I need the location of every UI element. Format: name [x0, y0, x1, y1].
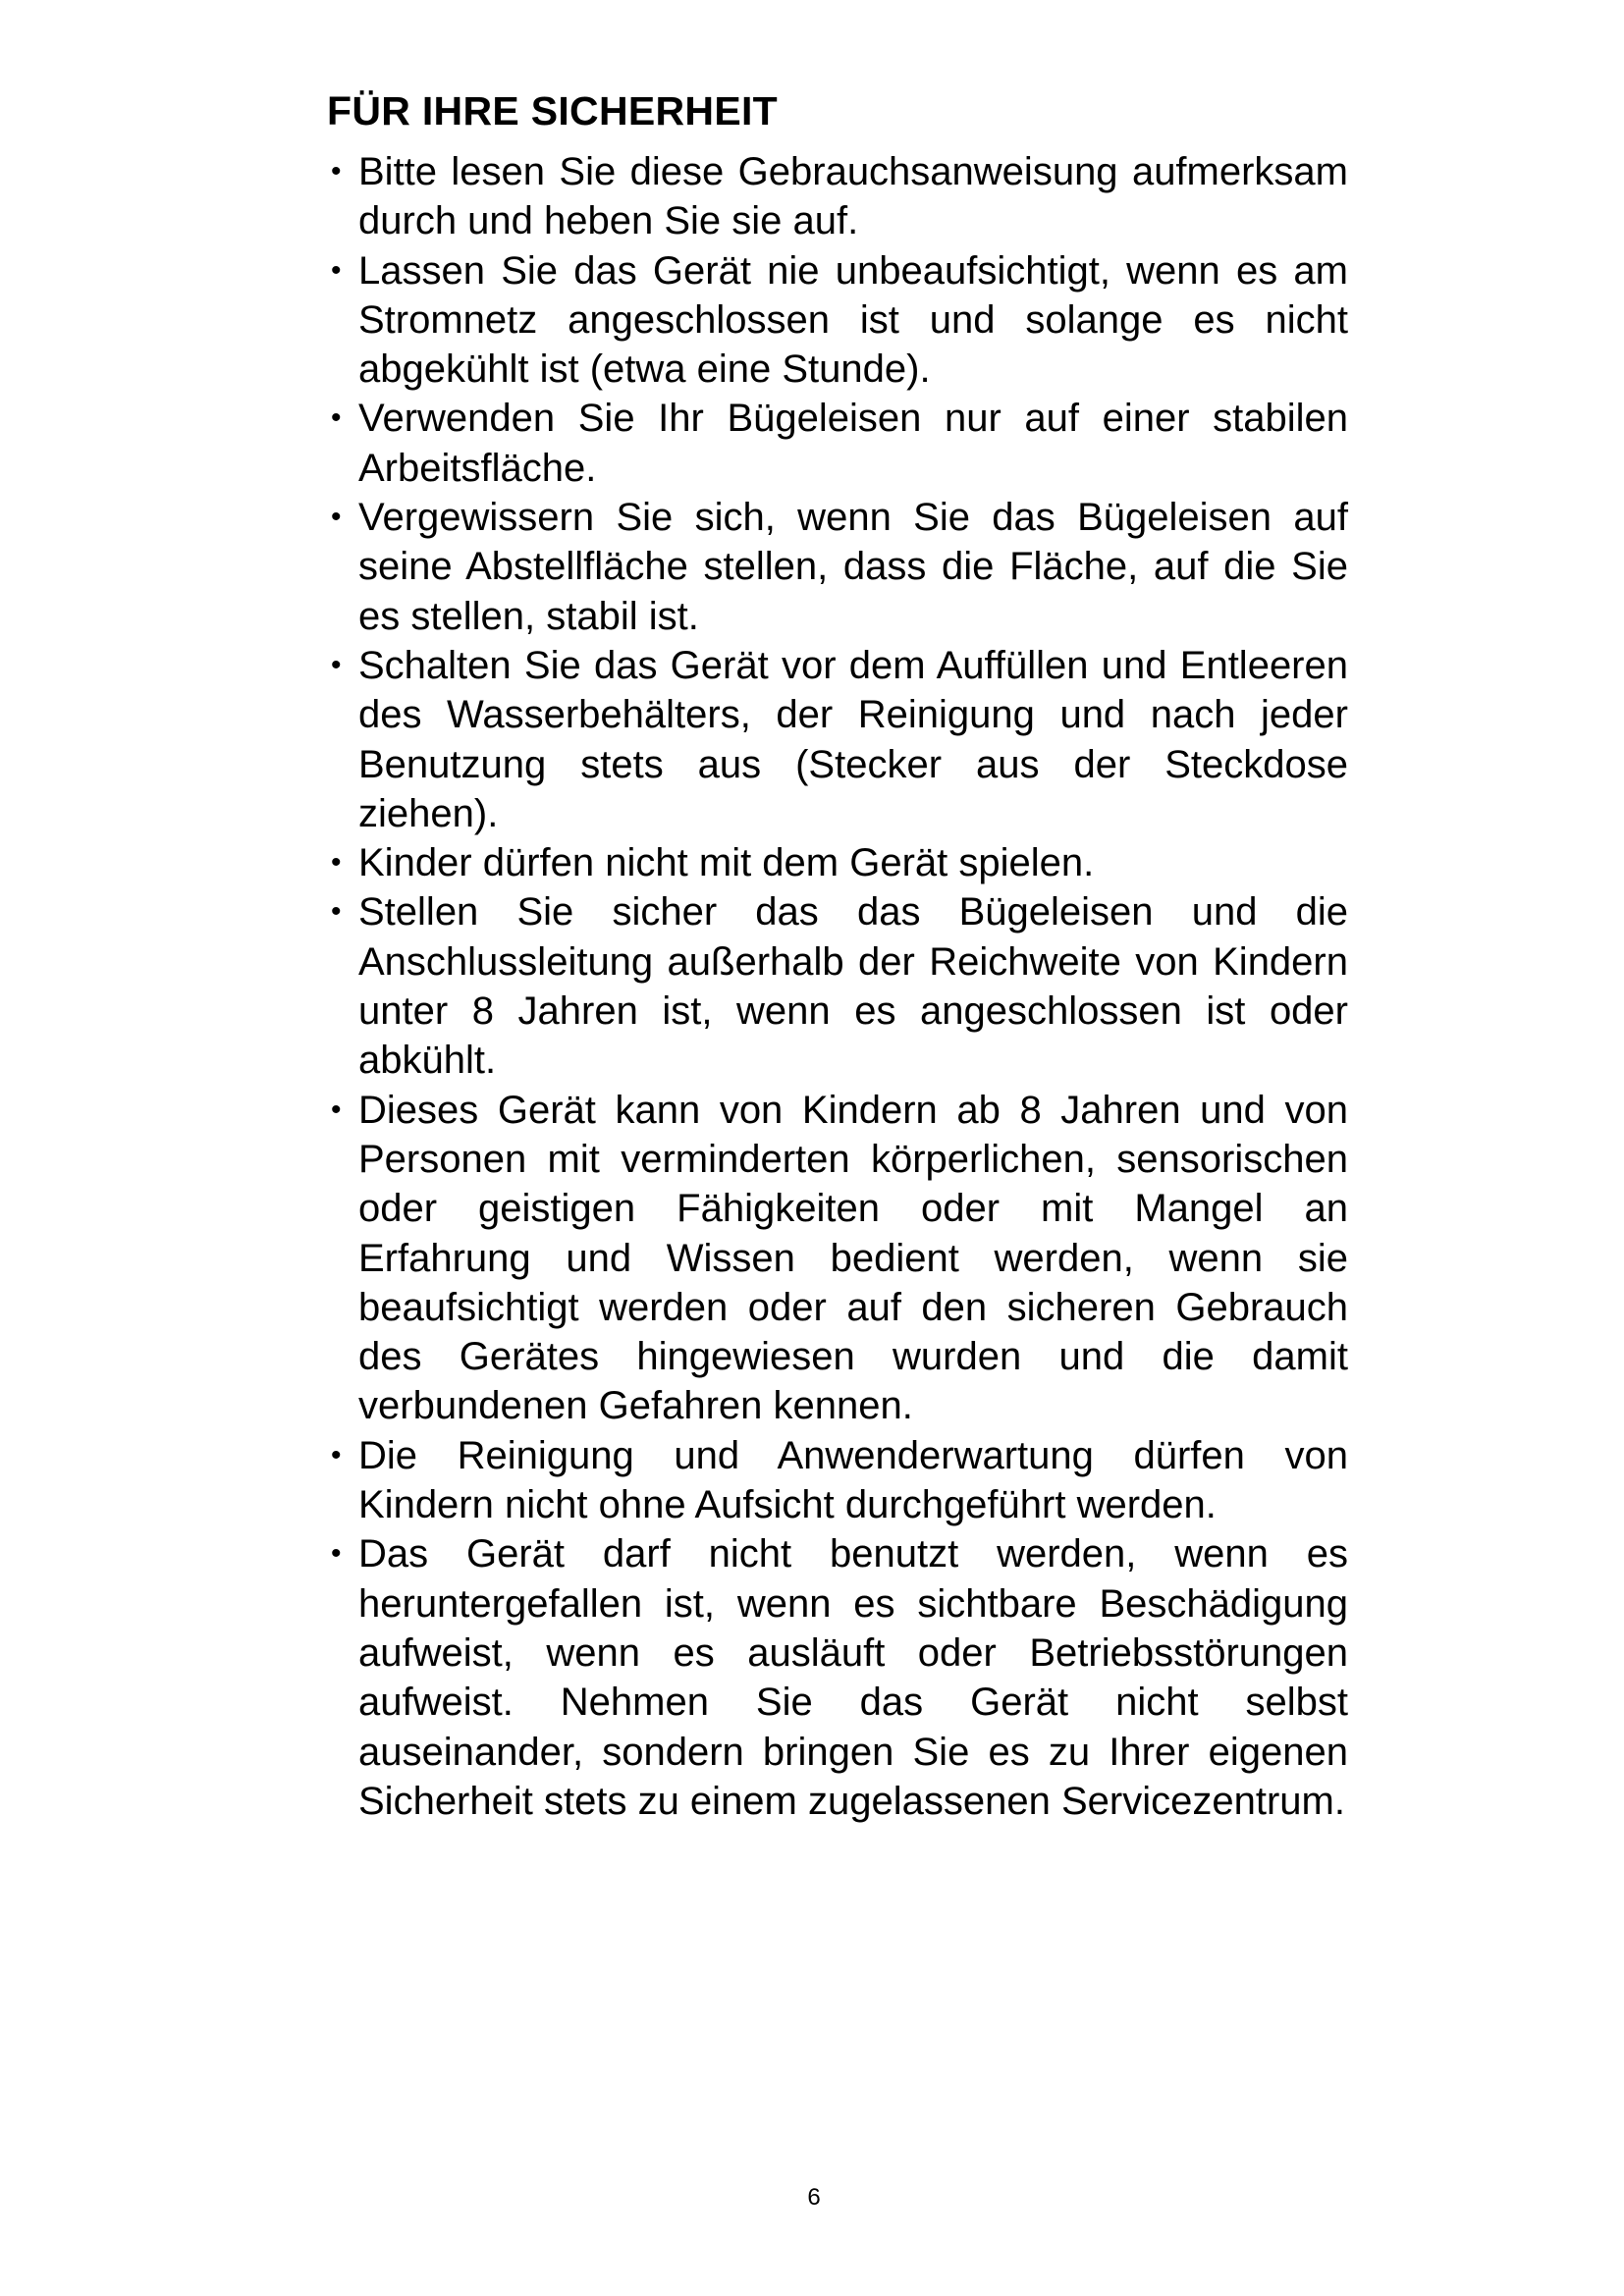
safety-instruction-item: [327, 1431, 1348, 1530]
bullet-icon: •: [331, 1438, 342, 1471]
bullet-icon: •: [331, 846, 342, 880]
safety-instruction-text: Das Gerät darf nicht benutzt werden, wenn es heruntergefallen ist, wenn es sichtbare Beschädigung aufweist, wenn es ausläuft oder Betriebsstörungen aufweist. Nehmen Sie das Gerät nicht selbst auseinander, sondern bringen Sie es zu Ihrer eigenen Sicherheit stets zu einem zugelassenen Servicezentrum.: [358, 1532, 1348, 1823]
safety-instruction-text: Bitte lesen Sie diese Gebrauchsanweisung aufmerksam durch und heben Sie sie auf.: [358, 150, 1348, 243]
safety-instruction-item: [327, 641, 1348, 838]
safety-instruction-text: Stellen Sie sicher das das Bügeleisen und die Anschlussleitung außerhalb der Reichweite von Kindern unter 8 Jahren ist, wenn es angeschlossen ist oder abkühlt.: [358, 890, 1348, 1083]
safety-instruction-text: Lassen Sie das Gerät nie unbeaufsichtigt, wenn es am Stromnetz angeschlossen ist und solange es nicht abgekühlt ist (etwa eine Stunde).: [358, 248, 1348, 392]
safety-instruction-text: Vergewissern Sie sich, wenn Sie das Bügeleisen auf seine Abstellfläche stellen, dass die Fläche, auf die Sie es stellen, stabil ist.: [358, 496, 1348, 638]
safety-instructions-list: [327, 147, 1348, 1826]
section-heading: FÜR IHRE SICHERHEIT: [327, 88, 779, 133]
bullet-icon: •: [331, 648, 342, 681]
safety-instruction-text: Kinder dürfen nicht mit dem Gerät spielen.: [358, 841, 1095, 885]
safety-instruction-item: [327, 1529, 1348, 1826]
bullet-icon: •: [331, 895, 342, 929]
safety-instruction-item: [327, 147, 1348, 246]
bullet-icon: •: [331, 1093, 342, 1126]
safety-instruction-item: [327, 887, 1348, 1085]
safety-instruction-text: Schalten Sie das Gerät vor dem Auffüllen und Entleeren des Wasserbehälters, der Reinigung und nach jeder Benutzung stets aus (Stecker aus der Steckdose ziehen).: [358, 643, 1348, 835]
safety-instruction-item: [327, 394, 1348, 493]
bullet-icon: •: [331, 155, 342, 187]
safety-instruction-text: Dieses Gerät kann von Kindern ab 8 Jahren und von Personen mit verminderten körperlichen, sensorischen oder geistigen Fähigkeiten oder mit Mangel an Erfahrung und Wissen bedient werden, wenn sie beaufsichtigt werden oder auf den sicheren Gebrauch des Gerätes hingewiesen wurden und die damit verbundenen Gefahren kennen.: [358, 1088, 1348, 1428]
safety-instruction-item: [327, 838, 1348, 887]
bullet-icon: •: [331, 501, 342, 534]
safety-instruction-item: [327, 493, 1348, 641]
page-number: 6: [807, 2184, 821, 2211]
safety-instruction-item: [327, 246, 1348, 395]
safety-instruction-text: Die Reinigung und Anwenderwartung dürfen von Kindern nicht ohne Aufsicht durchgeführt werden.: [358, 1433, 1348, 1527]
bullet-icon: •: [331, 253, 342, 287]
bullet-icon: •: [331, 401, 342, 435]
bullet-icon: •: [331, 1537, 342, 1571]
safety-instruction-item: [327, 1086, 1348, 1431]
safety-instruction-text: Verwenden Sie Ihr Bügeleisen nur auf einer stabilen Arbeitsfläche.: [358, 397, 1348, 490]
